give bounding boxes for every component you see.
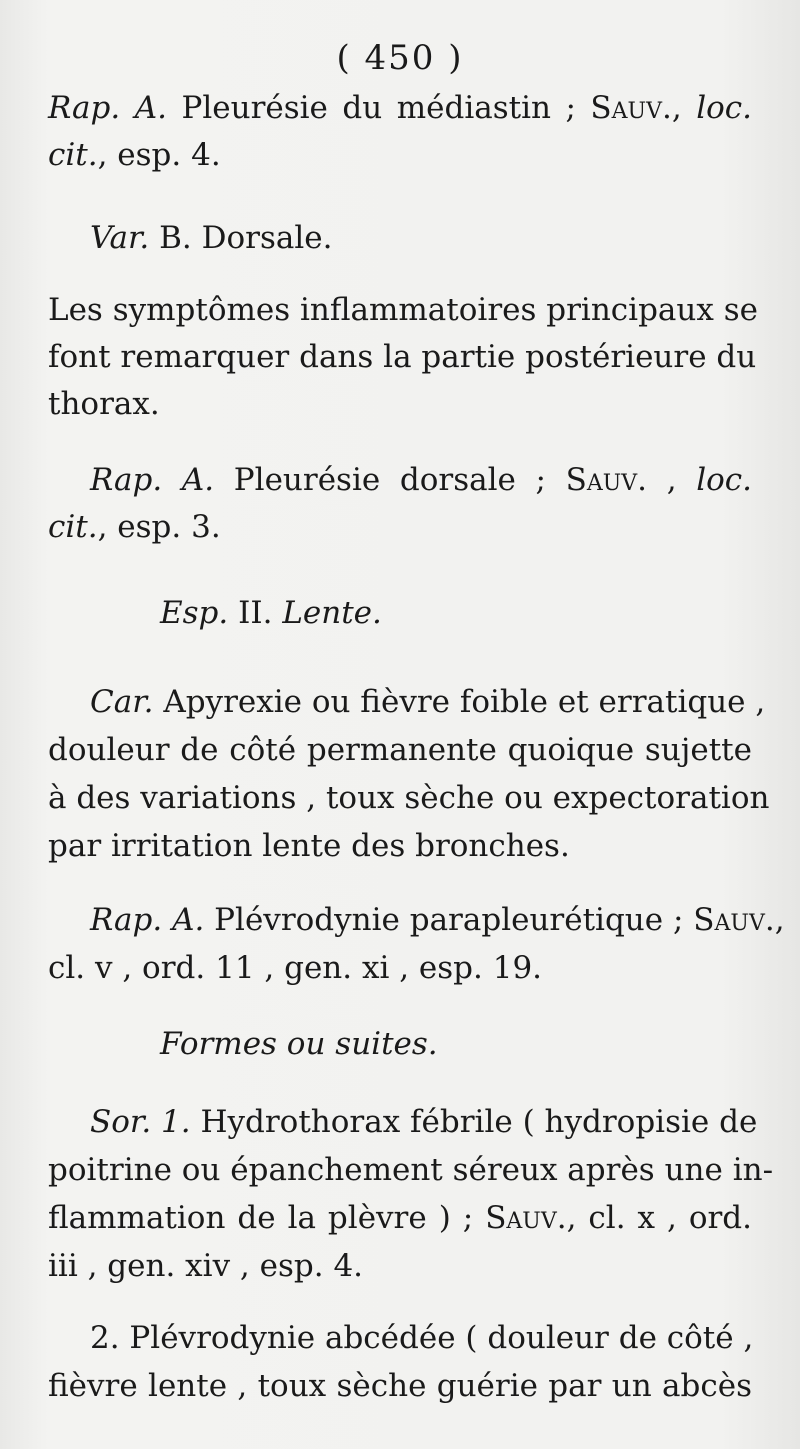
text-segment: loc.	[696, 462, 753, 498]
text-segment: Var.	[90, 220, 150, 256]
text-line	[90, 218, 752, 258]
text-segment: , cl. x , ord.	[566, 1200, 753, 1236]
text-segment: cit.	[48, 509, 98, 545]
text-line	[48, 88, 752, 128]
text-segment: Rap. A.	[90, 462, 215, 498]
text-line	[48, 1198, 752, 1238]
text-segment: iii , gen. xiv , esp. 4.	[48, 1248, 364, 1284]
text-segment: Formes ou suites.	[160, 1026, 438, 1062]
text-segment: thorax.	[48, 386, 160, 422]
text-segment: à des variations , toux sèche ou expectoration	[48, 780, 770, 816]
text-line	[90, 460, 752, 500]
text-line	[48, 337, 757, 377]
text-segment: ,	[671, 90, 697, 126]
page-number: ( 450 )	[336, 38, 464, 78]
text-line	[160, 593, 752, 633]
text-line	[48, 507, 752, 547]
text-line	[90, 682, 766, 722]
text-segment: Sauv.	[590, 90, 672, 126]
text-line	[48, 1366, 752, 1406]
text-line	[48, 290, 758, 330]
text-segment: Les symptômes inflammatoires principaux se	[48, 292, 758, 328]
text-line	[90, 1318, 752, 1358]
text-segment: Lente.	[282, 595, 382, 631]
text-segment: douleur de côté permanente quoique sujette	[48, 732, 752, 768]
text-segment: , esp. 4.	[97, 137, 221, 173]
text-segment: loc.	[696, 90, 753, 126]
text-segment: Sauv.	[485, 1200, 567, 1236]
text-line	[48, 384, 752, 424]
text-line	[90, 1102, 758, 1142]
text-line	[48, 1246, 752, 1286]
text-line	[90, 900, 785, 940]
text-segment: Hydrothorax fébrile ( hydropisie de	[190, 1104, 758, 1140]
text-segment: 2. Plévrodynie abcédée ( douleur de côté ,	[90, 1320, 754, 1356]
text-segment: poitrine ou épanchement séreux après une in-	[48, 1152, 774, 1188]
text-segment: Esp.	[160, 595, 229, 631]
text-segment: Plévrodynie parapleurétique ;	[204, 902, 694, 938]
text-segment: Car.	[90, 684, 154, 720]
text-segment: ,	[647, 462, 697, 498]
text-line	[48, 135, 752, 175]
text-segment: fièvre lente , toux sèche guérie par un abcès	[48, 1368, 752, 1404]
text-segment: II.	[228, 595, 283, 631]
text-segment: ,	[774, 902, 785, 938]
text-segment: Pleurésie dorsale ;	[214, 462, 566, 498]
text-segment: Rap. A.	[48, 90, 167, 126]
text-segment: Rap. A.	[90, 902, 205, 938]
text-line	[48, 948, 752, 988]
text-line	[48, 730, 752, 770]
text-line	[160, 1024, 752, 1064]
text-segment: Apyrexie ou fièvre foible et erratique ,	[153, 684, 766, 720]
text-line	[48, 778, 770, 818]
text-segment: cit.	[48, 137, 98, 173]
text-segment: Sauv.	[693, 902, 775, 938]
text-line	[48, 826, 752, 866]
text-segment: flammation de la plèvre ) ;	[48, 1200, 486, 1236]
text-segment: B. Dorsale.	[149, 220, 333, 256]
text-segment: Pleurésie du médiastin ;	[166, 90, 591, 126]
text-segment: Sauv.	[565, 462, 648, 498]
text-segment: font remarquer dans la partie postérieure du	[48, 339, 757, 375]
text-segment: , esp. 3.	[97, 509, 221, 545]
text-segment: Sor. 1.	[90, 1104, 191, 1140]
text-line	[48, 1150, 774, 1190]
text-segment: cl. v , ord. 11 , gen. xi , esp. 19.	[48, 950, 543, 986]
text-segment: par irritation lente des bronches.	[48, 828, 570, 864]
